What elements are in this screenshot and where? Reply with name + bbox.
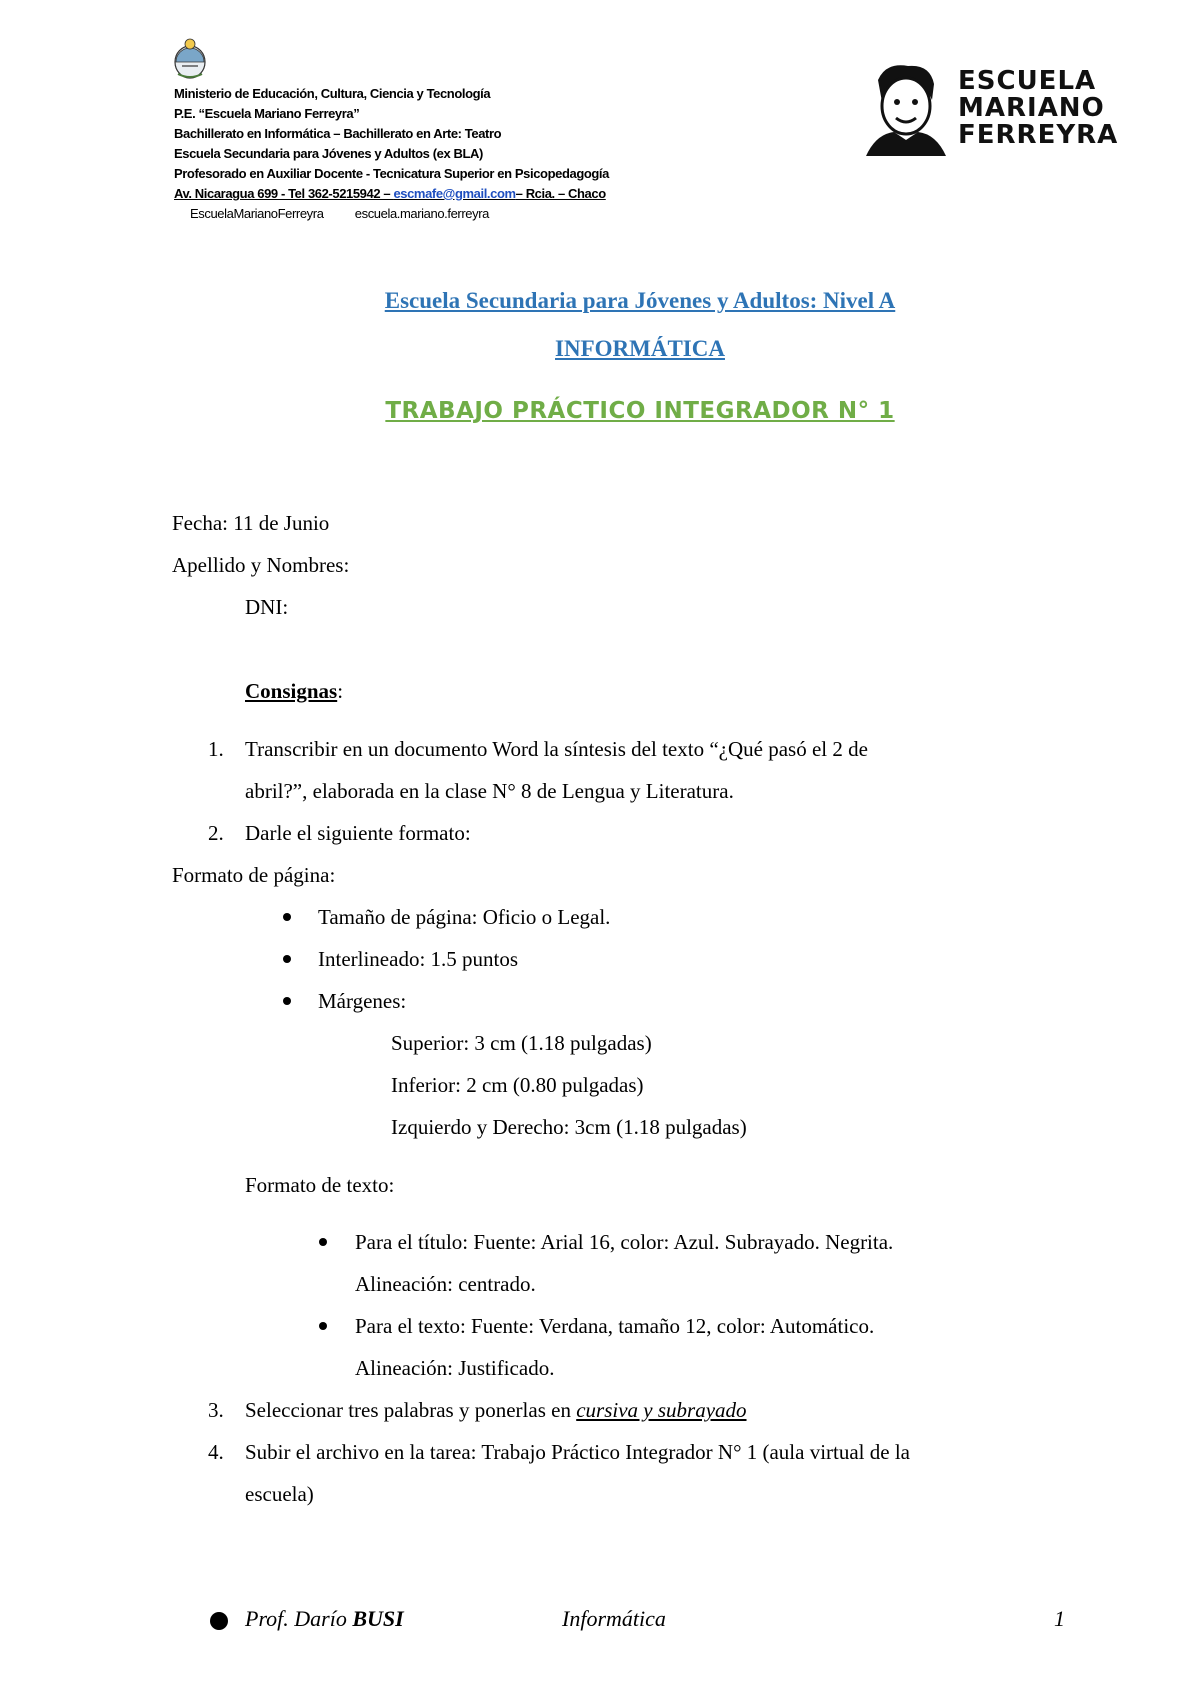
page-number: 1 bbox=[1054, 1606, 1065, 1631]
bullet-icon bbox=[283, 955, 291, 963]
footer-teacher-surname: BUSI bbox=[352, 1606, 404, 1631]
bullet-icon bbox=[283, 913, 291, 921]
margin-bottom: Inferior: 2 cm (0.80 pulgadas) bbox=[391, 1073, 644, 1097]
bullet-icon bbox=[319, 1322, 327, 1330]
text-format-item-1-line-1: Para el título: Fuente: Arial 16, color: Azul. Subrayado. Negrita. bbox=[355, 1230, 894, 1254]
header-line-4: Escuela Secundaria para Jóvenes y Adultos (ex BLA) bbox=[174, 146, 483, 161]
item-4-line-2: escuela) bbox=[245, 1482, 314, 1506]
item-1-line-1: Transcribir en un documento Word la síntesis del texto “¿Qué pasó el 2 de bbox=[245, 737, 868, 761]
instructions-colon: : bbox=[337, 679, 344, 703]
item-1-number: 1. bbox=[208, 737, 224, 761]
logo-wordmark bbox=[958, 68, 1118, 149]
item-3-text bbox=[245, 1389, 747, 1431]
item-3-number: 3. bbox=[208, 1398, 224, 1422]
item-1-line-2: abril?”, elaborada en la clase N° 8 de Lengua y Literatura. bbox=[245, 779, 734, 803]
header-address bbox=[174, 184, 609, 204]
social-handles bbox=[174, 204, 609, 224]
footer-teacher-prefix: Prof. Darío bbox=[245, 1606, 353, 1631]
portrait-logo-icon bbox=[856, 60, 956, 160]
document-title: Escuela Secundaria para Jóvenes y Adultos: Nivel A bbox=[384, 288, 896, 313]
item-2-number: 2. bbox=[208, 821, 224, 845]
assignment-title: TRABAJO PRÁCTICO INTEGRADOR N° 1 bbox=[385, 398, 895, 424]
bullet-icon bbox=[283, 997, 291, 1005]
margin-sides: Izquierdo y Derecho: 3cm (1.18 pulgadas) bbox=[391, 1115, 747, 1139]
header-line-2: P.E. “Escuela Mariano Ferreyra” bbox=[174, 106, 360, 121]
item-2-text: Darle el siguiente formato: bbox=[245, 821, 471, 845]
province-crest-icon bbox=[172, 36, 208, 80]
institution-header bbox=[174, 84, 609, 224]
text-format-item-2-line-2: Alineación: Justificado. bbox=[355, 1356, 555, 1380]
text-format-item-1-line-2: Alineación: centrado. bbox=[355, 1272, 536, 1296]
footer-bullet-icon bbox=[210, 1612, 228, 1630]
item-4-line-1: Subir el archivo en la tarea: Trabajo Práctico Integrador N° 1 (aula virtual de la bbox=[245, 1440, 910, 1464]
item-3-emphasis: cursiva y subrayado bbox=[576, 1398, 747, 1422]
header-line-1: Ministerio de Educación, Cultura, Ciencia y Tecnología bbox=[174, 86, 491, 101]
item-3-lead: Seleccionar tres palabras y ponerlas en bbox=[245, 1398, 577, 1422]
address-text: Av. Nicaragua 699 - Tel 362-5215942 – bbox=[174, 186, 394, 201]
instagram-handle[interactable]: escuela.mariano.ferreyra bbox=[354, 206, 489, 221]
logo-line-1: ESCUELA bbox=[958, 66, 1097, 96]
logo-line-3: FERREYRA bbox=[958, 120, 1119, 150]
instructions-label: Consignas bbox=[245, 679, 338, 703]
logo-line-2: MARIANO bbox=[958, 93, 1105, 123]
address-city: – Rcia. – Chaco bbox=[515, 186, 606, 201]
name-field: Apellido y Nombres: bbox=[172, 553, 350, 577]
text-format-item-2-line-1: Para el texto: Fuente: Verdana, tamaño 12, color: Automático. bbox=[355, 1314, 875, 1338]
subject-title: INFORMÁTICA bbox=[555, 336, 725, 361]
page-format-item: Márgenes: bbox=[318, 989, 407, 1013]
dni-field: DNI: bbox=[245, 595, 289, 619]
school-logo bbox=[856, 60, 1119, 160]
footer-subject: Informática bbox=[562, 1606, 666, 1631]
date-field: Fecha: 11 de Junio bbox=[172, 511, 330, 535]
page-format-item: Tamaño de página: Oficio o Legal. bbox=[318, 905, 611, 929]
page-format-item: Interlineado: 1.5 puntos bbox=[318, 947, 519, 971]
page-format-heading: Formato de página: bbox=[172, 863, 336, 887]
instructions-heading bbox=[245, 670, 343, 712]
text-format-heading: Formato de texto: bbox=[245, 1173, 395, 1197]
email-link[interactable]: escmafe@gmail.com bbox=[393, 186, 516, 201]
item-4-number: 4. bbox=[208, 1440, 224, 1464]
header-line-5: Profesorado en Auxiliar Docente - Tecnicatura Superior en Psicopedagogía bbox=[174, 166, 609, 181]
facebook-handle[interactable]: EscuelaMarianoFerreyra bbox=[190, 206, 324, 221]
footer-teacher bbox=[245, 1606, 404, 1632]
header-line-3: Bachillerato en Informática – Bachillerato en Arte: Teatro bbox=[174, 126, 502, 141]
bullet-icon bbox=[319, 1238, 327, 1246]
margin-top: Superior: 3 cm (1.18 pulgadas) bbox=[391, 1031, 652, 1055]
